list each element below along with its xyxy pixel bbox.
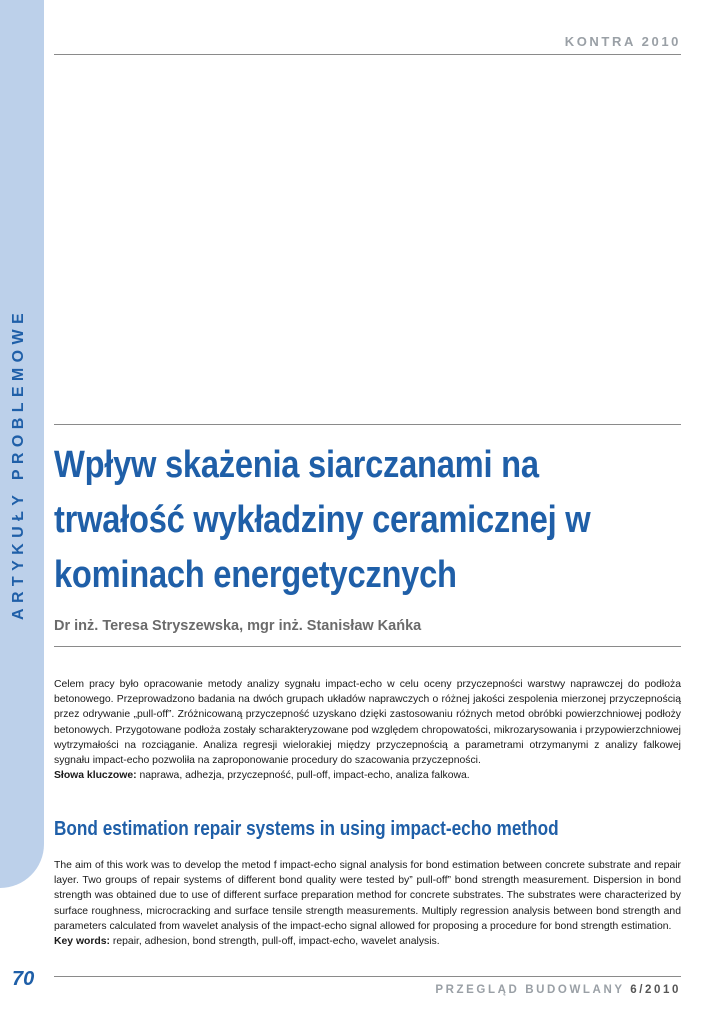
footer-journal xyxy=(435,984,681,996)
keywords-polish-label: Słowa kluczowe: xyxy=(54,770,137,782)
authors-rule xyxy=(54,646,681,647)
keywords-polish: naprawa, adhezja, przyczepność, pull-off, impact-echo, analiza falkowa. xyxy=(136,770,470,782)
footer-issue: 6/2010 xyxy=(630,984,681,996)
english-title: Bond estimation repair systems in using impact-echo method xyxy=(54,818,559,840)
keywords-english: repair, adhesion, bond strength, pull-off, impact-echo, wavelet analysis. xyxy=(110,936,440,948)
article-title: Wpływ skażenia siarczanami na trwałość wykładziny ceramicznej w kominach energetycznych xyxy=(54,444,591,596)
header-journal: KONTRA 2010 xyxy=(564,34,681,49)
section-label: ARTYKUŁY PROBLEMOWE xyxy=(10,307,27,620)
abstract-english xyxy=(54,858,681,949)
keywords-english-label: Key words: xyxy=(54,936,111,948)
abstract-english-text: The aim of this work was to develop the metod f impact-echo signal analysis for bond estimation between concrete substrate and repair layer. Two groups of repair systems of different bond quality were tested by” pull-off” bond strength measurement. Dispersion in bond strength was obtained due to use of different surface preparation method for concrete substrates. The substrates were characterized by surface roughness, microcracking and surface tensile strength measurements. Multiply regression analysis between bond strength and parameters calculated from wavelet analysis of the impact-echo signal allowed for proposing a procedure for bond strength estimation. xyxy=(54,860,681,932)
footer-rule xyxy=(54,976,681,977)
header-rule xyxy=(54,54,681,55)
abstract-polish-text: Celem pracy było opracowanie metody analizy sygnału impact-echo w celu oceny przyczepności warstwy naprawczej do podłoża betonowego. Przeprowadzono badania na dwóch grupach układów naprawczych o różnej jakości zespolenia mierzonej przyczepnością przez odrywanie „pull-off”. Zróżnicowaną przyczepność uzyskano dzięki zastosowaniu różnych metod obróbki powierzchniowej podłoży betonowych. Przygotowane podłoża zostały scharakteryzowane pod względem chropowatości, mikrozarysowania i przypowierzchniowej wytrzymałości na rozciąganie. Analiza regresji wielorakiej między przyczepnością a parametrami otrzymanymi z analizy falkowej sygnału impact-echo pozwoliła na zaproponowanie procedury do szacowania przyczepności. xyxy=(54,679,681,767)
footer-journal-name: PRZEGLĄD BUDOWLANY xyxy=(435,984,631,996)
article-authors: Dr inż. Teresa Stryszewska, mgr inż. Stanisław Kańka xyxy=(54,618,422,634)
abstract-polish xyxy=(54,677,681,783)
page-number: 70 xyxy=(12,968,35,990)
title-rule-top xyxy=(54,424,681,425)
